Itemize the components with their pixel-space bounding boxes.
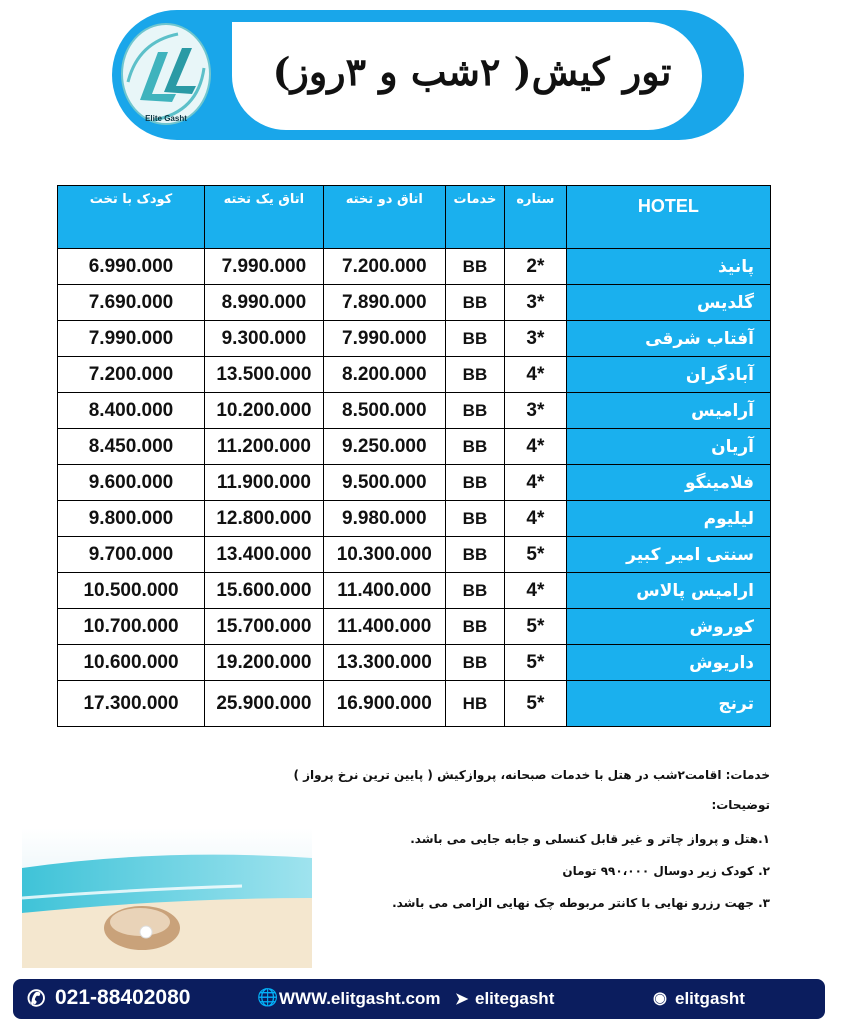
cell-service: BB [445, 645, 504, 681]
cell-service: BB [445, 357, 504, 393]
table-row [58, 285, 771, 321]
cell-double-price: 16.900.000 [323, 681, 445, 727]
footer-bar [13, 979, 825, 1019]
cell-child-price: 9.600.000 [58, 465, 205, 501]
cell-hotel-name: پانیذ [566, 249, 770, 285]
cell-child-price: 7.690.000 [58, 285, 205, 321]
cell-stars: 5* [505, 537, 567, 573]
cell-single-price: 11.200.000 [204, 429, 323, 465]
instagram-handle[interactable]: elitgasht [675, 989, 745, 1008]
cell-double-price: 9.250.000 [323, 429, 445, 465]
cell-child-price: 10.500.000 [58, 573, 205, 609]
cell-stars: 4* [505, 501, 567, 537]
cell-single-price: 7.990.000 [204, 249, 323, 285]
table-row [58, 609, 771, 645]
cell-child-price: 9.800.000 [58, 501, 205, 537]
instagram-icon: ◉ [653, 990, 667, 1007]
cell-hotel-name: فلامینگو [566, 465, 770, 501]
cell-hotel-name: آریان [566, 429, 770, 465]
note-item-2: ۲. کودک زیر دوسال ۹۹۰،۰۰۰ تومان [562, 864, 770, 878]
note-item-1: ۱.هتل و پرواز چاتر و غیر قابل کنسلی و جابه جایی می باشد. [410, 832, 770, 846]
table-row [58, 537, 771, 573]
cell-service: BB [445, 573, 504, 609]
cell-stars: 5* [505, 609, 567, 645]
cell-child-price: 7.990.000 [58, 321, 205, 357]
cell-double-price: 13.300.000 [323, 645, 445, 681]
column-header-double: اتاق دو تخته [323, 186, 445, 249]
table-row [58, 501, 771, 537]
cell-service: BB [445, 285, 504, 321]
cell-child-price: 6.990.000 [58, 249, 205, 285]
cell-single-price: 19.200.000 [204, 645, 323, 681]
cell-double-price: 11.400.000 [323, 573, 445, 609]
note-item-3: ۳. جهت رزرو نهایی با کانتر مربوطه چک نهایی الزامی می باشد. [392, 896, 770, 910]
cell-child-price: 10.700.000 [58, 609, 205, 645]
cell-double-price: 8.500.000 [323, 393, 445, 429]
cell-double-price: 10.300.000 [323, 537, 445, 573]
logo-text: Elite Gasht [145, 114, 187, 123]
column-header-stars: ستاره [505, 186, 567, 249]
phone-icon: ✆ [27, 986, 46, 1011]
cell-stars: 4* [505, 357, 567, 393]
table-row [58, 321, 771, 357]
cell-service: BB [445, 429, 504, 465]
cell-stars: 4* [505, 465, 567, 501]
cell-hotel-name: سنتی امیر کبیر [566, 537, 770, 573]
table-row [58, 645, 771, 681]
table-header-row [58, 186, 771, 249]
cell-single-price: 15.700.000 [204, 609, 323, 645]
table-row [58, 393, 771, 429]
cell-double-price: 7.990.000 [323, 321, 445, 357]
cell-hotel-name: داریوش [566, 645, 770, 681]
cell-hotel-name: کوروش [566, 609, 770, 645]
cell-stars: 3* [505, 285, 567, 321]
page-title: تور کیش( ۲شب و ۳روز) [272, 49, 672, 94]
cell-hotel-name: آفتاب شرقی [566, 321, 770, 357]
cell-single-price: 13.500.000 [204, 357, 323, 393]
cell-stars: 4* [505, 573, 567, 609]
cell-child-price: 9.700.000 [58, 537, 205, 573]
table-row [58, 249, 771, 285]
beach-image [22, 828, 312, 968]
cell-service: BB [445, 501, 504, 537]
cell-hotel-name: ارامیس پالاس [566, 573, 770, 609]
cell-hotel-name: آرامیس [566, 393, 770, 429]
cell-single-price: 12.800.000 [204, 501, 323, 537]
cell-single-price: 8.990.000 [204, 285, 323, 321]
cell-service: BB [445, 393, 504, 429]
cell-stars: 5* [505, 645, 567, 681]
cell-service: BB [445, 249, 504, 285]
cell-single-price: 13.400.000 [204, 537, 323, 573]
telegram-handle[interactable]: elitegasht [475, 989, 555, 1008]
cell-double-price: 7.200.000 [323, 249, 445, 285]
cell-hotel-name: لیلیوم [566, 501, 770, 537]
cell-child-price: 8.400.000 [58, 393, 205, 429]
cell-service: BB [445, 537, 504, 573]
table-row [58, 573, 771, 609]
cell-child-price: 17.300.000 [58, 681, 205, 727]
table-row [58, 465, 771, 501]
cell-double-price: 9.980.000 [323, 501, 445, 537]
brand-logo [118, 22, 214, 128]
phone-number[interactable]: 021-88402080 [55, 986, 191, 1009]
cell-hotel-name: گلدیس [566, 285, 770, 321]
column-header-single: اتاق یک تخته [204, 186, 323, 249]
cell-single-price: 25.900.000 [204, 681, 323, 727]
cell-single-price: 15.600.000 [204, 573, 323, 609]
cell-single-price: 9.300.000 [204, 321, 323, 357]
cell-hotel-name: آبادگران [566, 357, 770, 393]
cell-child-price: 10.600.000 [58, 645, 205, 681]
services-note: خدمات: اقامت۲شب در هتل با خدمات صبحانه، پروازکیش ( پایین ترین نرخ پرواز ) [293, 768, 770, 782]
column-header-child: کودک با تخت [58, 186, 205, 249]
column-header-service: خدمات [445, 186, 504, 249]
cell-double-price: 7.890.000 [323, 285, 445, 321]
cell-double-price: 9.500.000 [323, 465, 445, 501]
cell-single-price: 10.200.000 [204, 393, 323, 429]
cell-stars: 3* [505, 321, 567, 357]
cell-hotel-name: ترنج [566, 681, 770, 727]
notes-heading: توضیحات: [711, 798, 770, 812]
cell-single-price: 11.900.000 [204, 465, 323, 501]
price-table [57, 185, 771, 727]
cell-service: BB [445, 321, 504, 357]
cell-service: HB [445, 681, 504, 727]
table-row [58, 429, 771, 465]
cell-stars: 4* [505, 429, 567, 465]
table-row [58, 681, 771, 727]
cell-stars: 3* [505, 393, 567, 429]
column-header-hotel: HOTEL [566, 186, 770, 249]
cell-service: BB [445, 465, 504, 501]
globe-icon: 🌐 [257, 988, 279, 1007]
cell-double-price: 11.400.000 [323, 609, 445, 645]
cell-child-price: 8.450.000 [58, 429, 205, 465]
cell-stars: 2* [505, 249, 567, 285]
cell-child-price: 7.200.000 [58, 357, 205, 393]
telegram-icon: ➤ [455, 991, 469, 1008]
cell-double-price: 8.200.000 [323, 357, 445, 393]
table-row [58, 357, 771, 393]
cell-service: BB [445, 609, 504, 645]
cell-stars: 5* [505, 681, 567, 727]
website-link[interactable]: WWW.elitgasht.com [279, 989, 441, 1008]
